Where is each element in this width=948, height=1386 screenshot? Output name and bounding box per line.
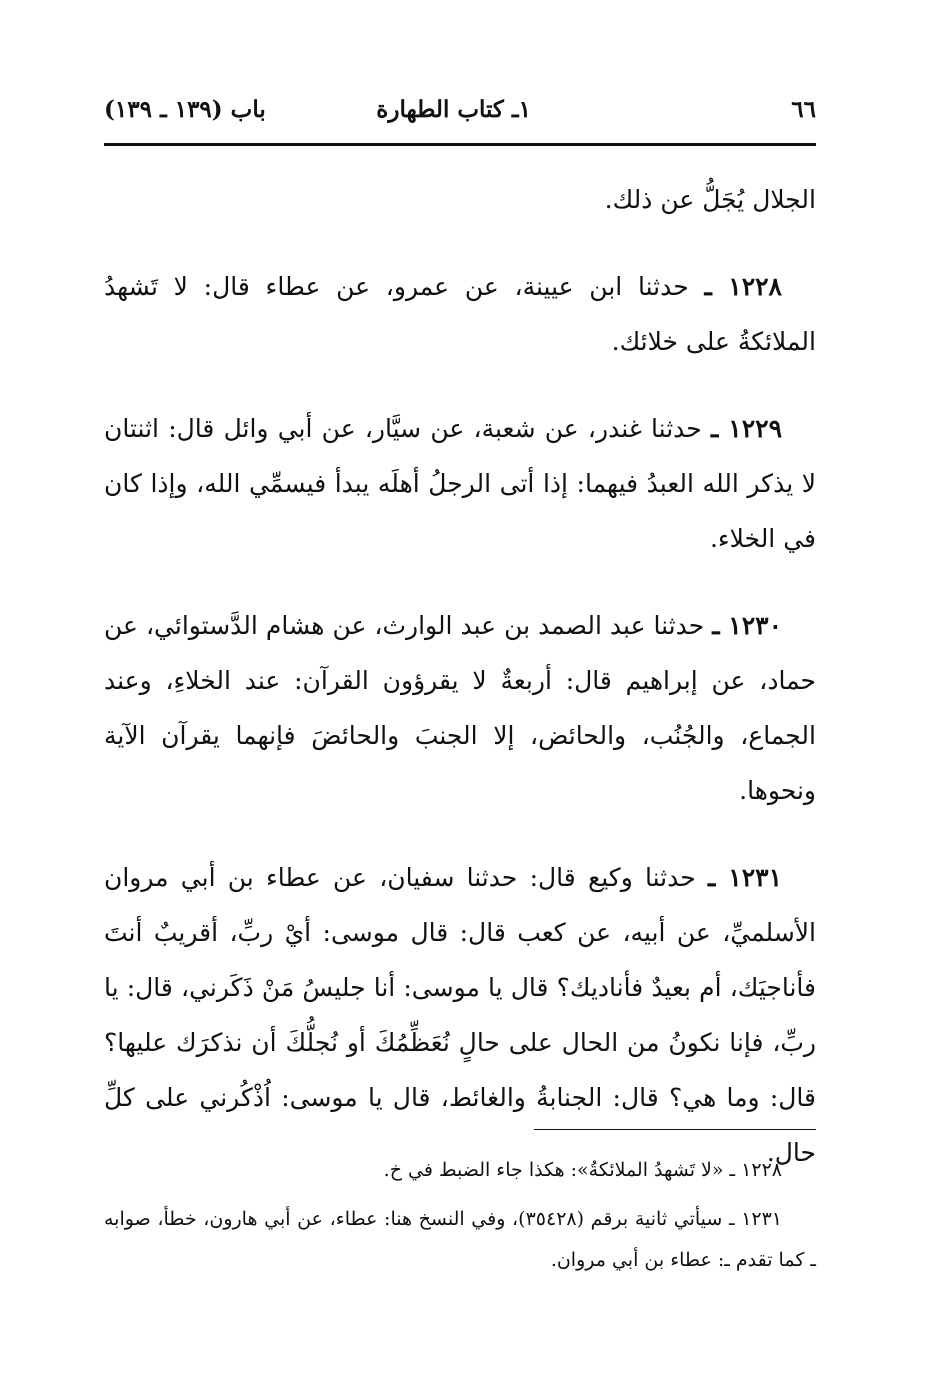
page-number: ٦٦	[791, 96, 816, 123]
chapter-title: باب (١٣٩ ـ ١٣٩)	[104, 96, 266, 123]
hadith-1231	[104, 850, 816, 1180]
hadith-number: ١٢٣١ ـ	[707, 863, 783, 892]
header-rule	[104, 143, 816, 146]
hadith-number: ١٢٢٨ ـ	[704, 272, 782, 301]
main-text	[104, 172, 816, 1212]
hadith-1229	[104, 401, 816, 566]
footnote-rule	[534, 1129, 816, 1130]
book-page	[104, 0, 816, 1386]
hadith-1230	[104, 598, 816, 818]
hadith-number: ١٢٣٠ ـ	[712, 611, 783, 640]
hadith-1228	[104, 259, 816, 369]
footnote-1228: ١٢٢٨ ـ «لا تَشهدُ الملائكةُ»: هكذا جاء الضبط في خ.	[383, 1159, 782, 1181]
running-header	[104, 96, 816, 136]
hadith-text: حدثنا غندر، عن شعبة، عن سيَّار، عن أبي وائل قال: اثنتان لا يذكر الله العبدُ فيهما: إذا أتى الرجلُ أهلَه يبدأ فيسمِّي الله، وإذا كان في الخلاء.	[104, 414, 816, 553]
hadith-text: حدثنا ابن عيينة، عن عمرو، عن عطاء قال: لا تَشهدُ الملائكةُ على خلائك.	[104, 272, 816, 356]
intro-paragraph: الجلال يُجَلُّ عن ذلك.	[604, 185, 816, 214]
book-title: ١ـ كتاب الطهارة	[376, 96, 531, 123]
footnote-1231: ١٢٣١ ـ سيأتي ثانية برقم (٣٥٤٢٨)، وفي النسخ هنا: عطاء، عن أبي هارون، خطأ، صوابه ـ كما تقدم ـ: عطاء بن أبي مروان.	[104, 1208, 816, 1271]
hadith-text: حدثنا وكيع قال: حدثنا سفيان، عن عطاء بن أبي مروان الأسلميِّ، عن أبيه، عن كعب قال: قال موسى: أيْ ربِّ، أقريبٌ أنتَ فأناجيَك، أم بعيدٌ فأناديك؟ قال يا موسى: أنا جليسُ مَنْ ذَكَرني، قال: يا ربِّ، فإنا نكونُ من الحال على حالٍ نُعَظِّمُكَ أو نُجلُّكَ أن نذكرَك عليها؟ قال: وما هي؟ قال: الجنابةُ والغائط، قال يا موسى: اُذْكُرني على كلِّ حال.	[104, 863, 816, 1167]
hadith-number: ١٢٢٩ ـ	[710, 414, 783, 443]
hadith-text: حدثنا عبد الصمد بن عبد الوارث، عن هشام الدَّستوائي، عن حماد، عن إبراهيم قال: أربعةٌ لا يقرؤون القرآن: عند الخلاءِ، وعند الجماع، والجُنُب، والحائض، إلا الجنبَ والحائضَ فإنهما يقرآن الآية ونحوها.	[104, 611, 816, 805]
footnotes	[104, 1150, 816, 1289]
